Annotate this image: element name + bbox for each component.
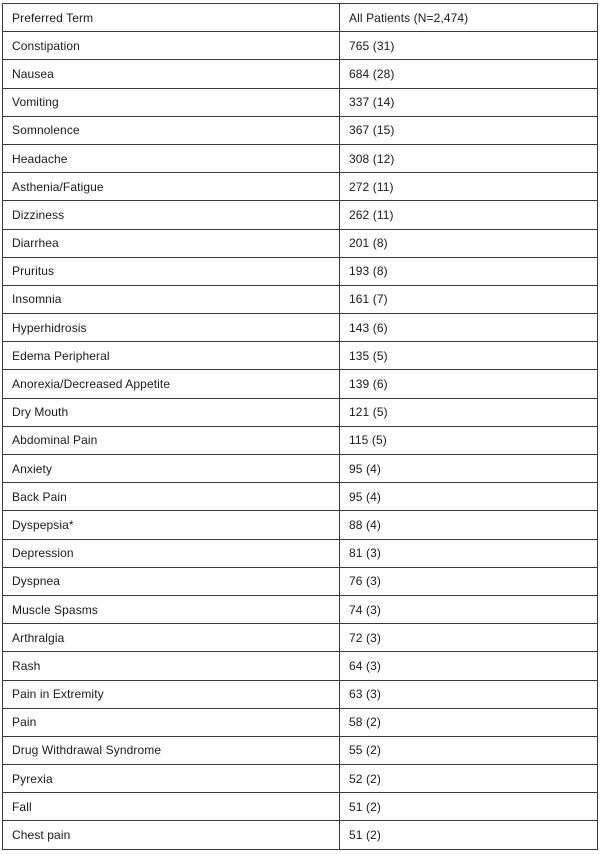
preferred-term-cell: Arthralgia bbox=[3, 624, 340, 652]
patient-count-cell: 63 (3) bbox=[340, 680, 598, 708]
table-row bbox=[3, 511, 598, 539]
preferred-term-cell: Vomiting bbox=[3, 88, 340, 116]
table-row bbox=[3, 342, 598, 370]
preferred-term-cell: Asthenia/Fatigue bbox=[3, 173, 340, 201]
preferred-term-cell: Pruritus bbox=[3, 257, 340, 285]
patient-count-cell: 337 (14) bbox=[340, 88, 598, 116]
preferred-term-cell: Anxiety bbox=[3, 455, 340, 483]
patient-count-cell: 58 (2) bbox=[340, 708, 598, 736]
patient-count-cell: 51 (2) bbox=[340, 793, 598, 821]
table-row bbox=[3, 765, 598, 793]
table-row bbox=[3, 173, 598, 201]
table-row bbox=[3, 567, 598, 595]
patient-count-cell: 135 (5) bbox=[340, 342, 598, 370]
patient-count-cell: 201 (8) bbox=[340, 229, 598, 257]
table-row bbox=[3, 426, 598, 454]
preferred-term-cell: Pain bbox=[3, 708, 340, 736]
adverse-events-table-container bbox=[2, 3, 597, 850]
preferred-term-cell: Dizziness bbox=[3, 201, 340, 229]
table-row bbox=[3, 201, 598, 229]
preferred-term-cell: Pain in Extremity bbox=[3, 680, 340, 708]
patient-count-cell: 684 (28) bbox=[340, 60, 598, 88]
preferred-term-cell: Drug Withdrawal Syndrome bbox=[3, 736, 340, 764]
table-row bbox=[3, 455, 598, 483]
table-row bbox=[3, 88, 598, 116]
preferred-term-cell: Dry Mouth bbox=[3, 398, 340, 426]
preferred-term-cell: Rash bbox=[3, 652, 340, 680]
patient-count-cell: 52 (2) bbox=[340, 765, 598, 793]
preferred-term-cell: Constipation bbox=[3, 32, 340, 60]
table-row bbox=[3, 680, 598, 708]
preferred-term-cell: Depression bbox=[3, 539, 340, 567]
patient-count-cell: 161 (7) bbox=[340, 285, 598, 313]
header-all-patients: All Patients (N=2,474) bbox=[340, 4, 598, 32]
patient-count-cell: 72 (3) bbox=[340, 624, 598, 652]
preferred-term-cell: Pyrexia bbox=[3, 765, 340, 793]
patient-count-cell: 76 (3) bbox=[340, 567, 598, 595]
preferred-term-cell: Fall bbox=[3, 793, 340, 821]
patient-count-cell: 74 (3) bbox=[340, 595, 598, 623]
patient-count-cell: 64 (3) bbox=[340, 652, 598, 680]
patient-count-cell: 765 (31) bbox=[340, 32, 598, 60]
preferred-term-cell: Headache bbox=[3, 144, 340, 172]
preferred-term-cell: Anorexia/Decreased Appetite bbox=[3, 370, 340, 398]
preferred-term-cell: Hyperhidrosis bbox=[3, 314, 340, 342]
patient-count-cell: 367 (15) bbox=[340, 116, 598, 144]
table-row bbox=[3, 624, 598, 652]
patient-count-cell: 262 (11) bbox=[340, 201, 598, 229]
table-row bbox=[3, 652, 598, 680]
preferred-term-cell: Diarrhea bbox=[3, 229, 340, 257]
patient-count-cell: 55 (2) bbox=[340, 736, 598, 764]
patient-count-cell: 51 (2) bbox=[340, 821, 598, 849]
patient-count-cell: 143 (6) bbox=[340, 314, 598, 342]
patient-count-cell: 193 (8) bbox=[340, 257, 598, 285]
table-row bbox=[3, 793, 598, 821]
preferred-term-cell: Chest pain bbox=[3, 821, 340, 849]
patient-count-cell: 139 (6) bbox=[340, 370, 598, 398]
table-row bbox=[3, 539, 598, 567]
table-row bbox=[3, 116, 598, 144]
preferred-term-cell: Edema Peripheral bbox=[3, 342, 340, 370]
table-row bbox=[3, 144, 598, 172]
patient-count-cell: 95 (4) bbox=[340, 455, 598, 483]
preferred-term-cell: Back Pain bbox=[3, 483, 340, 511]
table-row bbox=[3, 736, 598, 764]
preferred-term-cell: Insomnia bbox=[3, 285, 340, 313]
patient-count-cell: 115 (5) bbox=[340, 426, 598, 454]
patient-count-cell: 121 (5) bbox=[340, 398, 598, 426]
table-row bbox=[3, 314, 598, 342]
table-header-row bbox=[3, 4, 598, 32]
table-row bbox=[3, 398, 598, 426]
table-row bbox=[3, 595, 598, 623]
patient-count-cell: 272 (11) bbox=[340, 173, 598, 201]
preferred-term-cell: Nausea bbox=[3, 60, 340, 88]
table-body bbox=[3, 32, 598, 849]
preferred-term-cell: Dyspnea bbox=[3, 567, 340, 595]
header-preferred-term: Preferred Term bbox=[3, 4, 340, 32]
table-row bbox=[3, 483, 598, 511]
table-row bbox=[3, 229, 598, 257]
patient-count-cell: 95 (4) bbox=[340, 483, 598, 511]
table-row bbox=[3, 60, 598, 88]
patient-count-cell: 88 (4) bbox=[340, 511, 598, 539]
preferred-term-cell: Abdominal Pain bbox=[3, 426, 340, 454]
table-row bbox=[3, 708, 598, 736]
patient-count-cell: 308 (12) bbox=[340, 144, 598, 172]
preferred-term-cell: Somnolence bbox=[3, 116, 340, 144]
patient-count-cell: 81 (3) bbox=[340, 539, 598, 567]
preferred-term-cell: Muscle Spasms bbox=[3, 595, 340, 623]
adverse-events-table bbox=[2, 3, 598, 850]
preferred-term-cell: Dyspepsia* bbox=[3, 511, 340, 539]
table-row bbox=[3, 821, 598, 849]
table-row bbox=[3, 370, 598, 398]
table-row bbox=[3, 285, 598, 313]
table-row bbox=[3, 257, 598, 285]
table-row bbox=[3, 32, 598, 60]
